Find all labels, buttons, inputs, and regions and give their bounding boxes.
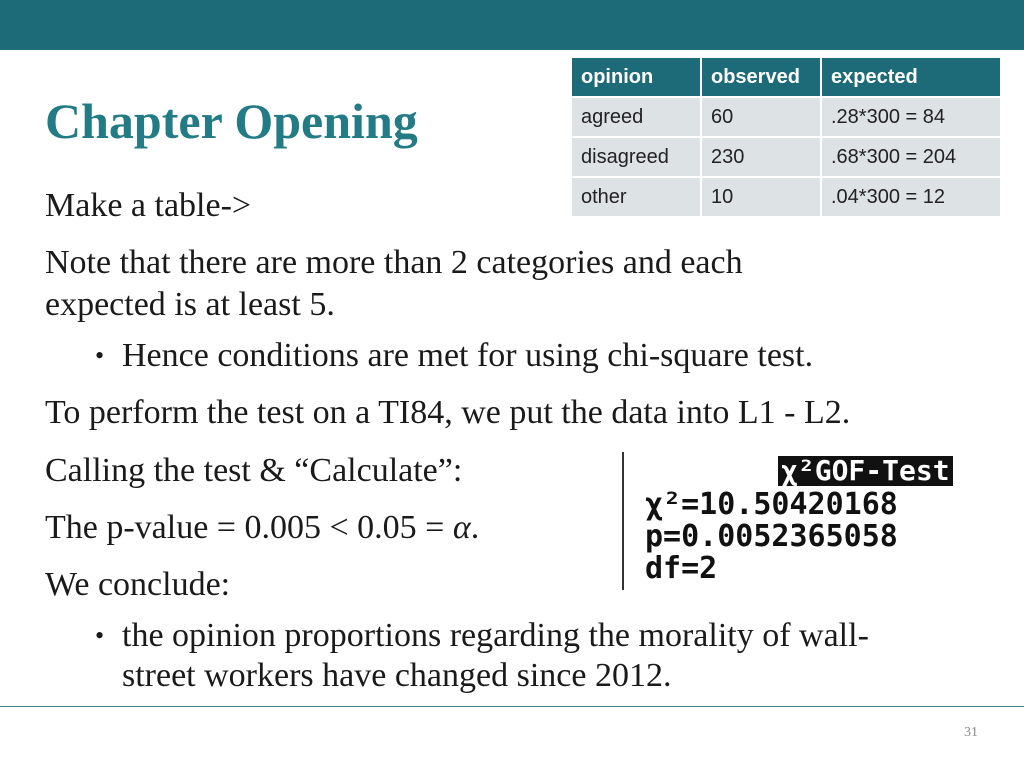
table-row (572, 178, 1000, 216)
p-value-result: p=0.0052365058 (645, 519, 898, 554)
top-banner (0, 0, 1024, 50)
bullet-icon: • (95, 341, 105, 370)
header-opinion: opinion (572, 58, 700, 96)
bullet-conditions-text: Hence conditions are met for using chi-square test. (122, 337, 814, 374)
observed-expected-table (570, 56, 1002, 218)
make-table-line: Make a table-> (45, 187, 252, 224)
cell-observed: 60 (702, 98, 820, 136)
p-value-text: The p-value = 0.005 < 0.05 = (45, 509, 453, 546)
calling-test-line: Calling the test & “Calculate”: (45, 452, 463, 489)
cell-observed: 10 (702, 178, 820, 216)
calculator-test-title: χ²GOF-Test (778, 456, 953, 486)
cell-expected: .68*300 = 204 (822, 138, 1000, 176)
cell-observed: 230 (702, 138, 820, 176)
bullet-conclusion-line-2: street workers have changed since 2012. (122, 657, 672, 694)
alpha-symbol: α (452, 509, 471, 546)
calculator-divider (622, 452, 624, 590)
cell-opinion: agreed (572, 98, 700, 136)
cell-expected: .04*300 = 12 (822, 178, 1000, 216)
ti84-line: To perform the test on a TI84, we put the data into L1 - L2. (45, 394, 851, 431)
cell-expected: .28*300 = 84 (822, 98, 1000, 136)
note-line-1: Note that there are more than 2 categories and each (45, 244, 743, 281)
header-expected: expected (822, 58, 1000, 96)
header-observed: observed (702, 58, 820, 96)
bullet-icon: • (95, 621, 105, 650)
df-result: df=2 (645, 551, 718, 586)
p-value-period: . (470, 509, 480, 546)
table-row (572, 98, 1000, 136)
slide-title: Chapter Opening (45, 93, 418, 149)
chi-square-result: χ²=10.50420168 (645, 487, 898, 522)
table-header-row (572, 58, 1000, 96)
cell-opinion: other (572, 178, 700, 216)
bullet-conclusion (95, 616, 1005, 696)
bullet-conditions (95, 336, 813, 376)
cell-opinion: disagreed (572, 138, 700, 176)
conclude-line: We conclude: (45, 566, 231, 603)
bullet-conclusion-line-1: the opinion proportions regarding the morality of wall- (122, 617, 869, 654)
note-line-2: expected is at least 5. (45, 286, 335, 323)
table-row (572, 138, 1000, 176)
page-number: 31 (964, 725, 978, 740)
footer-divider (0, 706, 1024, 707)
p-value-line (45, 508, 479, 548)
